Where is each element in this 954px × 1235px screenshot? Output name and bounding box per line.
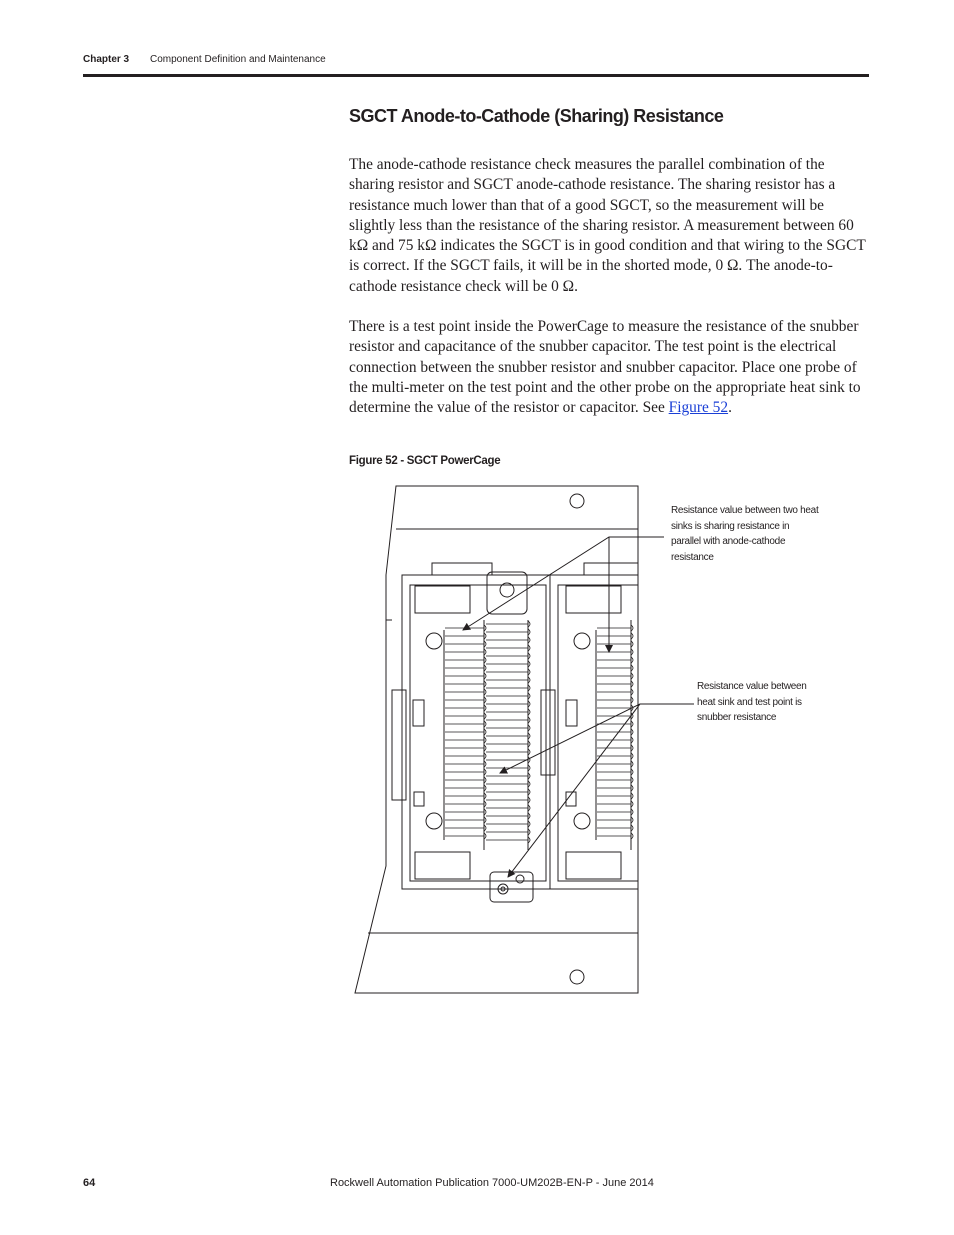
page-number: 64 <box>83 1177 96 1189</box>
paragraph-test-point-text: There is a test point inside the PowerCage to measure the resistance of the snubber resistor and capacitance of the snubber capacitor. The test point is the electrical connection between the snubber resistor and snubber capacitor. Place one probe of the multi-meter on the test point and the other probe on the appropriate heat sink to determine the value of the resistor or capacitor. See <box>349 318 861 417</box>
section-title: SGCT Anode-to-Cathode (Sharing) Resistance <box>349 106 724 126</box>
mounting-hole-bottom <box>570 970 584 984</box>
callout-sharing-resistance: Resistance value between two heat sinks is sharing resistance in parallel with anode-cathode resistance <box>671 505 819 563</box>
mounting-hole-top <box>570 494 584 508</box>
paragraph-sharing-resistance: The anode-cathode resistance check measures the parallel combination of the sharing resistor and SGCT anode-cathode resistance. The sharing resistor has a resistance much lower than that of a good SGCT, so the measurement will be slightly less than the resistance of the sharing resistor. A measurement between 60 kΩ and 75 kΩ indicates the SGCT is in good condition and that wiring to the SGCT is correct. If the SGCT fails, it will be in the shorted mode, 0 Ω. The anode-to-cathode resistance check will be 0 Ω. <box>349 156 866 295</box>
paragraph-end: . <box>728 399 732 417</box>
figure-caption: Figure 52 - SGCT PowerCage <box>349 455 501 467</box>
figure-52-link[interactable]: Figure 52 <box>668 399 729 417</box>
leader-sharing-left <box>463 537 664 630</box>
callout-snubber-resistance: Resistance value between heat sink and test point is snubber resistance <box>697 681 807 723</box>
section-label: Component Definition and Maintenance <box>150 54 326 65</box>
publication-footer: Rockwell Automation Publication 7000-UM202B-EN-P - June 2014 <box>330 1177 654 1189</box>
test-point <box>490 872 533 902</box>
chapter-label: Chapter 3 <box>83 54 130 65</box>
heat-sink-fins <box>445 621 633 843</box>
